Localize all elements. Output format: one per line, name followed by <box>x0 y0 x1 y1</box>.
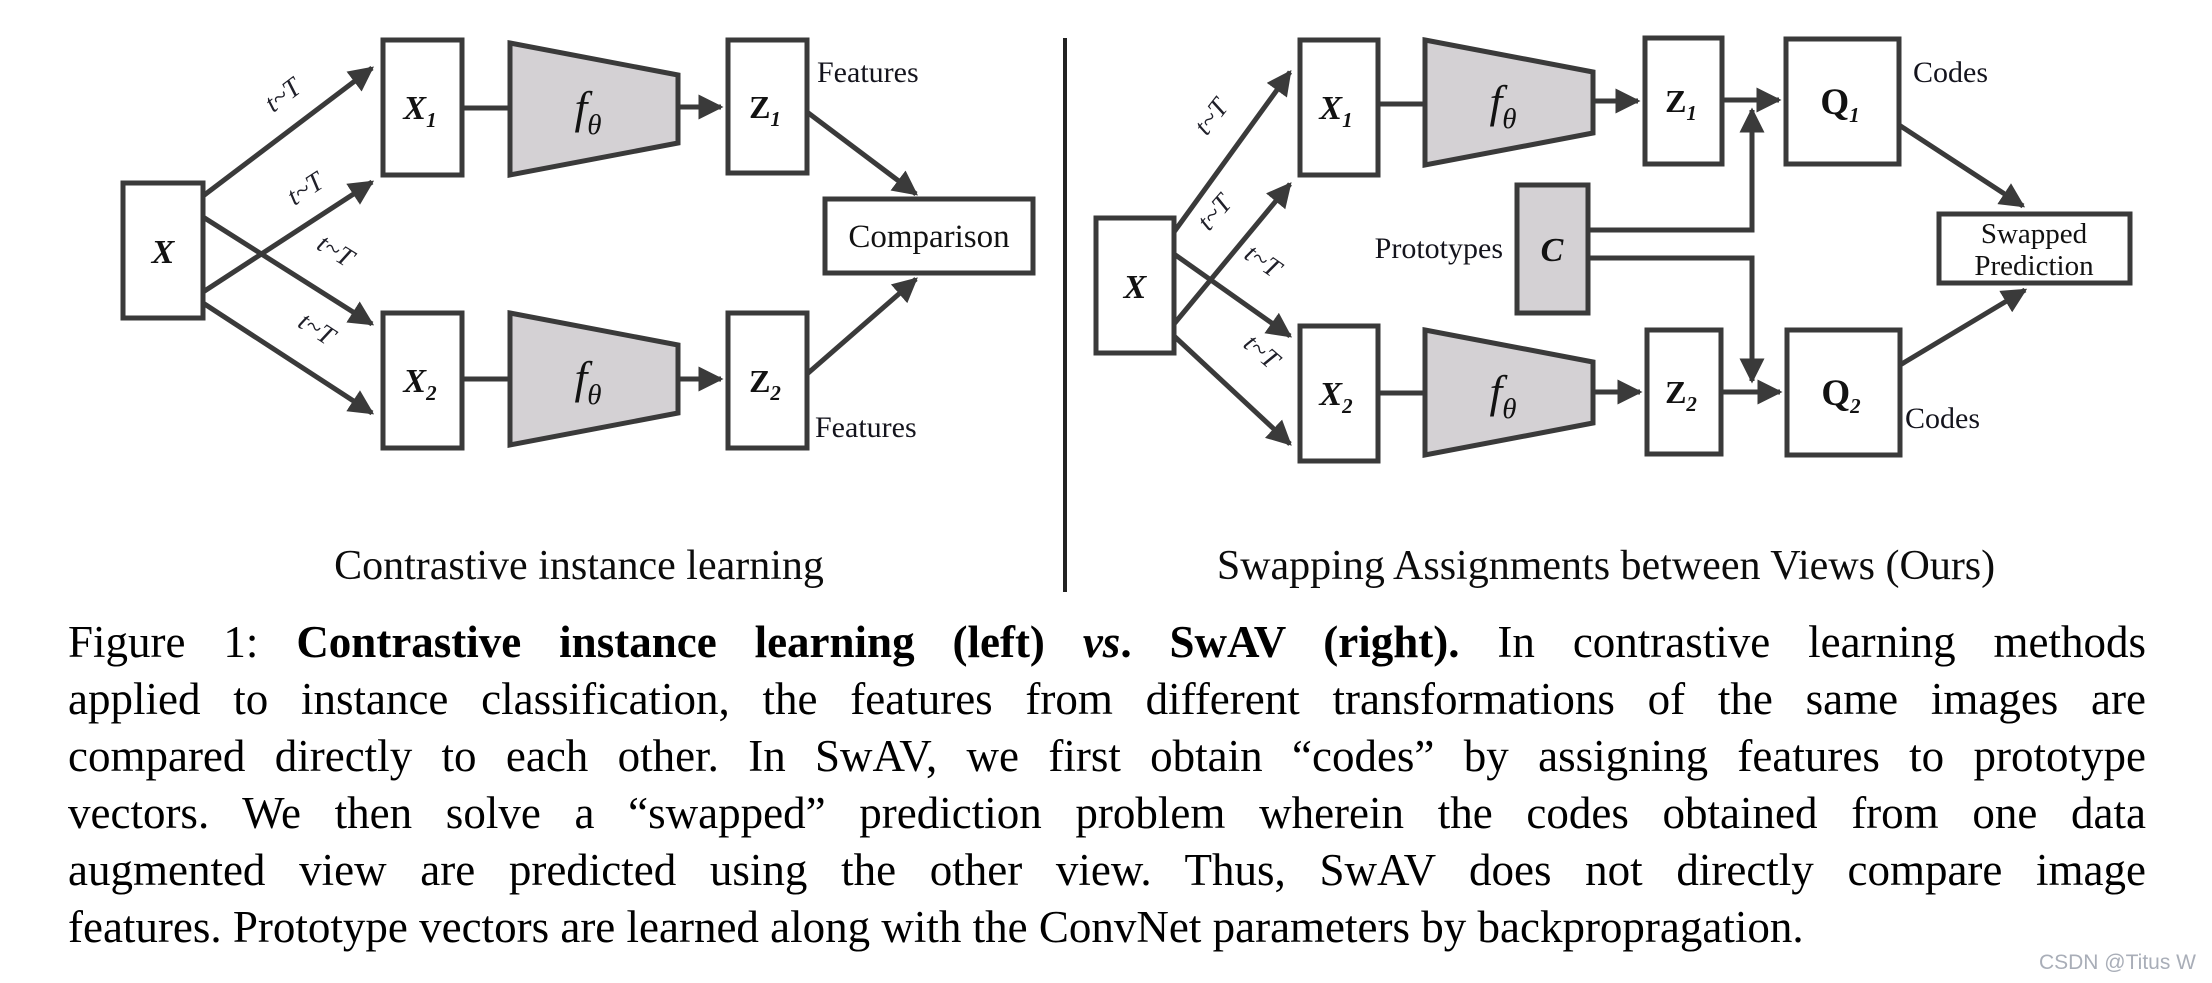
transform-label: t~T <box>1238 327 1286 375</box>
z2-label: $Z_2$ <box>749 363 781 405</box>
transform-label: t~T <box>258 71 307 118</box>
encoder-label: $f_\theta$ <box>1489 76 1517 135</box>
encoder-label: $f_\theta$ <box>574 352 602 411</box>
encoder-label: $f_\theta$ <box>574 82 602 141</box>
features-label-bottom: Features <box>815 411 917 444</box>
watermark: CSDN @Titus W <box>2038 951 2196 974</box>
caption-text-segment: vectors. We then solve a “swapped” prediction problem wherein the codes obtained from one data <box>68 788 2146 838</box>
transform-label: t~T <box>1187 92 1235 141</box>
contrastive-diagram <box>123 40 1033 589</box>
z1-label: $Z_1$ <box>1665 83 1697 125</box>
transform-label: t~T <box>293 305 341 352</box>
figure-caption-line <box>68 671 2146 728</box>
caption-text-segment: augmented view are predicted using the other view. Thus, SwAV does not directly compare image <box>68 845 2146 895</box>
caption-text-segment: Figure 1: <box>68 617 297 667</box>
transform-label: t~T <box>1190 188 1238 236</box>
figure-caption <box>68 614 2146 956</box>
swapped-prediction-label: Prediction <box>1974 250 2094 282</box>
caption-text-segment: applied to instance classification, the features from different transformations of the same images are <box>68 674 2146 724</box>
prototypes-c-label: C <box>1540 232 1564 269</box>
x2-label: $X_2$ <box>403 363 437 405</box>
swapped-prediction-label: Swapped <box>1980 218 2088 250</box>
z1-label: $Z_1$ <box>749 89 781 131</box>
caption-text-segment: features. Prototype vectors are learned along with the ConvNet parameters by backpropragation. <box>68 902 1804 952</box>
codes-label-top: Codes <box>1913 56 1988 89</box>
left-diagram-caption: Contrastive instance learning <box>334 543 824 589</box>
encoder-label: $f_\theta$ <box>1489 366 1517 425</box>
x1-label: $X_1$ <box>1319 90 1353 132</box>
transform-label: t~T <box>1239 237 1287 284</box>
comparison-label: Comparison <box>848 219 1010 255</box>
x-label: X <box>151 234 175 271</box>
codes-arrow <box>1899 125 2023 206</box>
x-label: X <box>1123 269 1147 306</box>
codes-arrow <box>1900 290 2025 365</box>
z2-label: $Z_2$ <box>1665 374 1697 416</box>
x2-label: $X_2$ <box>1319 376 1353 418</box>
caption-text-segment: compared directly to each other. In SwAV, we first obtain “codes” by assigning features to prototype <box>68 731 2146 781</box>
transform-arrow <box>203 182 372 292</box>
swav-diagram <box>1096 38 2130 589</box>
figure-caption-line <box>68 899 2146 956</box>
figure-caption-line <box>68 614 2146 671</box>
caption-text-segment: . SwAV (right). <box>1120 617 1460 667</box>
caption-text-segment: In contrastive learning methods <box>1459 617 2146 667</box>
right-diagram-caption: Swapping Assignments between Views (Ours) <box>1216 543 1996 589</box>
prototypes-label: Prototypes <box>1374 232 1503 265</box>
features-label-top: Features <box>817 56 919 89</box>
x1-label: $X_1$ <box>403 90 437 132</box>
features-arrow <box>807 279 916 374</box>
figure-caption-line <box>68 842 2146 899</box>
transform-arrow <box>203 303 372 413</box>
transform-label: t~T <box>312 227 360 273</box>
figure-caption-line <box>68 728 2146 785</box>
transform-label: t~T <box>281 165 329 212</box>
caption-text-segment: Contrastive instance learning (left) <box>296 617 1083 667</box>
figure-caption-line <box>68 785 2146 842</box>
transform-arrow <box>203 217 372 324</box>
features-arrow <box>807 112 916 194</box>
codes-label-bottom: Codes <box>1905 402 1980 435</box>
q2-label: $Q_2$ <box>1821 373 1861 418</box>
caption-text-segment: vs <box>1082 617 1121 667</box>
q1-label: $Q_1$ <box>1820 82 1860 127</box>
